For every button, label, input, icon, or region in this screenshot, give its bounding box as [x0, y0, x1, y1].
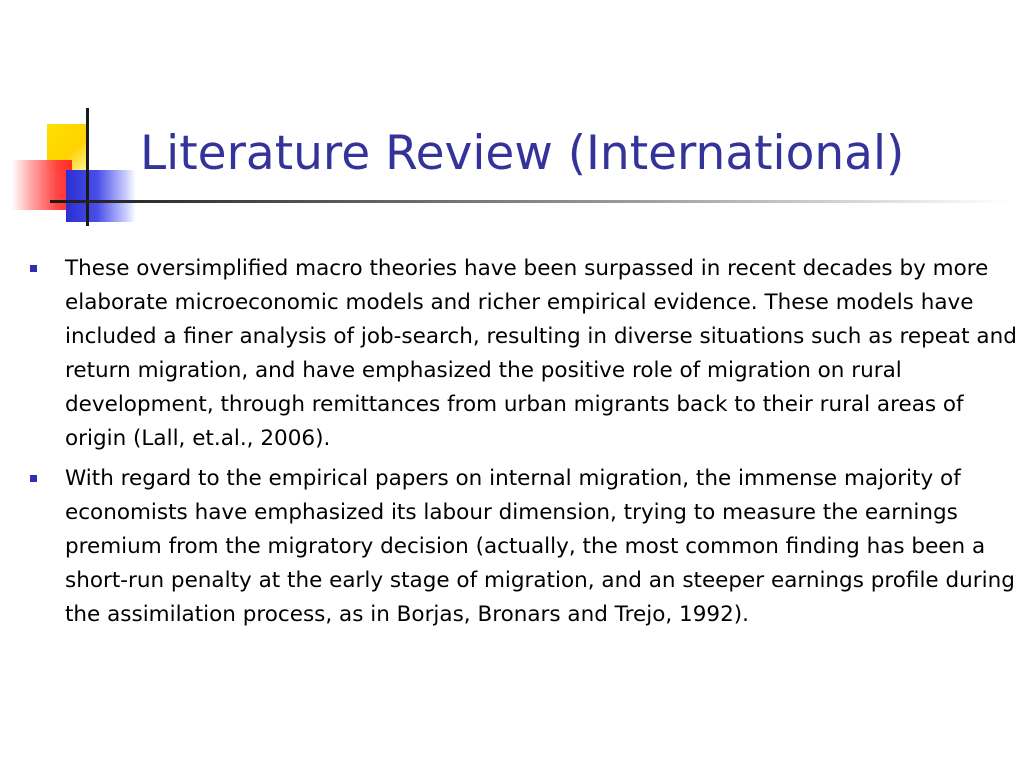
slide-title: Literature Review (International) [140, 126, 905, 181]
square-bullet-icon [30, 475, 37, 482]
bullet-item [30, 252, 1020, 456]
bullet-list [30, 252, 1020, 638]
blue-square-icon [66, 170, 136, 222]
square-bullet-icon [30, 265, 37, 272]
bullet-text: With regard to the empirical papers on internal migration, the immense majority of economists have emphasized its labour dimension, trying to measure the earnings premium from the migratory decision (actually, the most common finding has been a short-run penalty at the early stage of migration, and an steeper earnings profile during the assimilation process, as in Borjas, Bronars and Trejo, 1992). [65, 466, 1015, 627]
title-underline [50, 200, 1010, 203]
bullet-item [30, 462, 1020, 632]
logo-vertical-line [86, 108, 89, 226]
bullet-text: These oversimplified macro theories have been surpassed in recent decades by more elaborate microeconomic models and richer empirical evidence. These models have included a finer analysis of job-search, resulting in diverse situations such as repeat and return migration, and have emphasized the positive role of migration on rural development, through remittances from urban migrants back to their rural areas of origin (Lall, et.al., 2006). [65, 256, 1017, 451]
colored-squares-logo-icon [0, 0, 150, 240]
